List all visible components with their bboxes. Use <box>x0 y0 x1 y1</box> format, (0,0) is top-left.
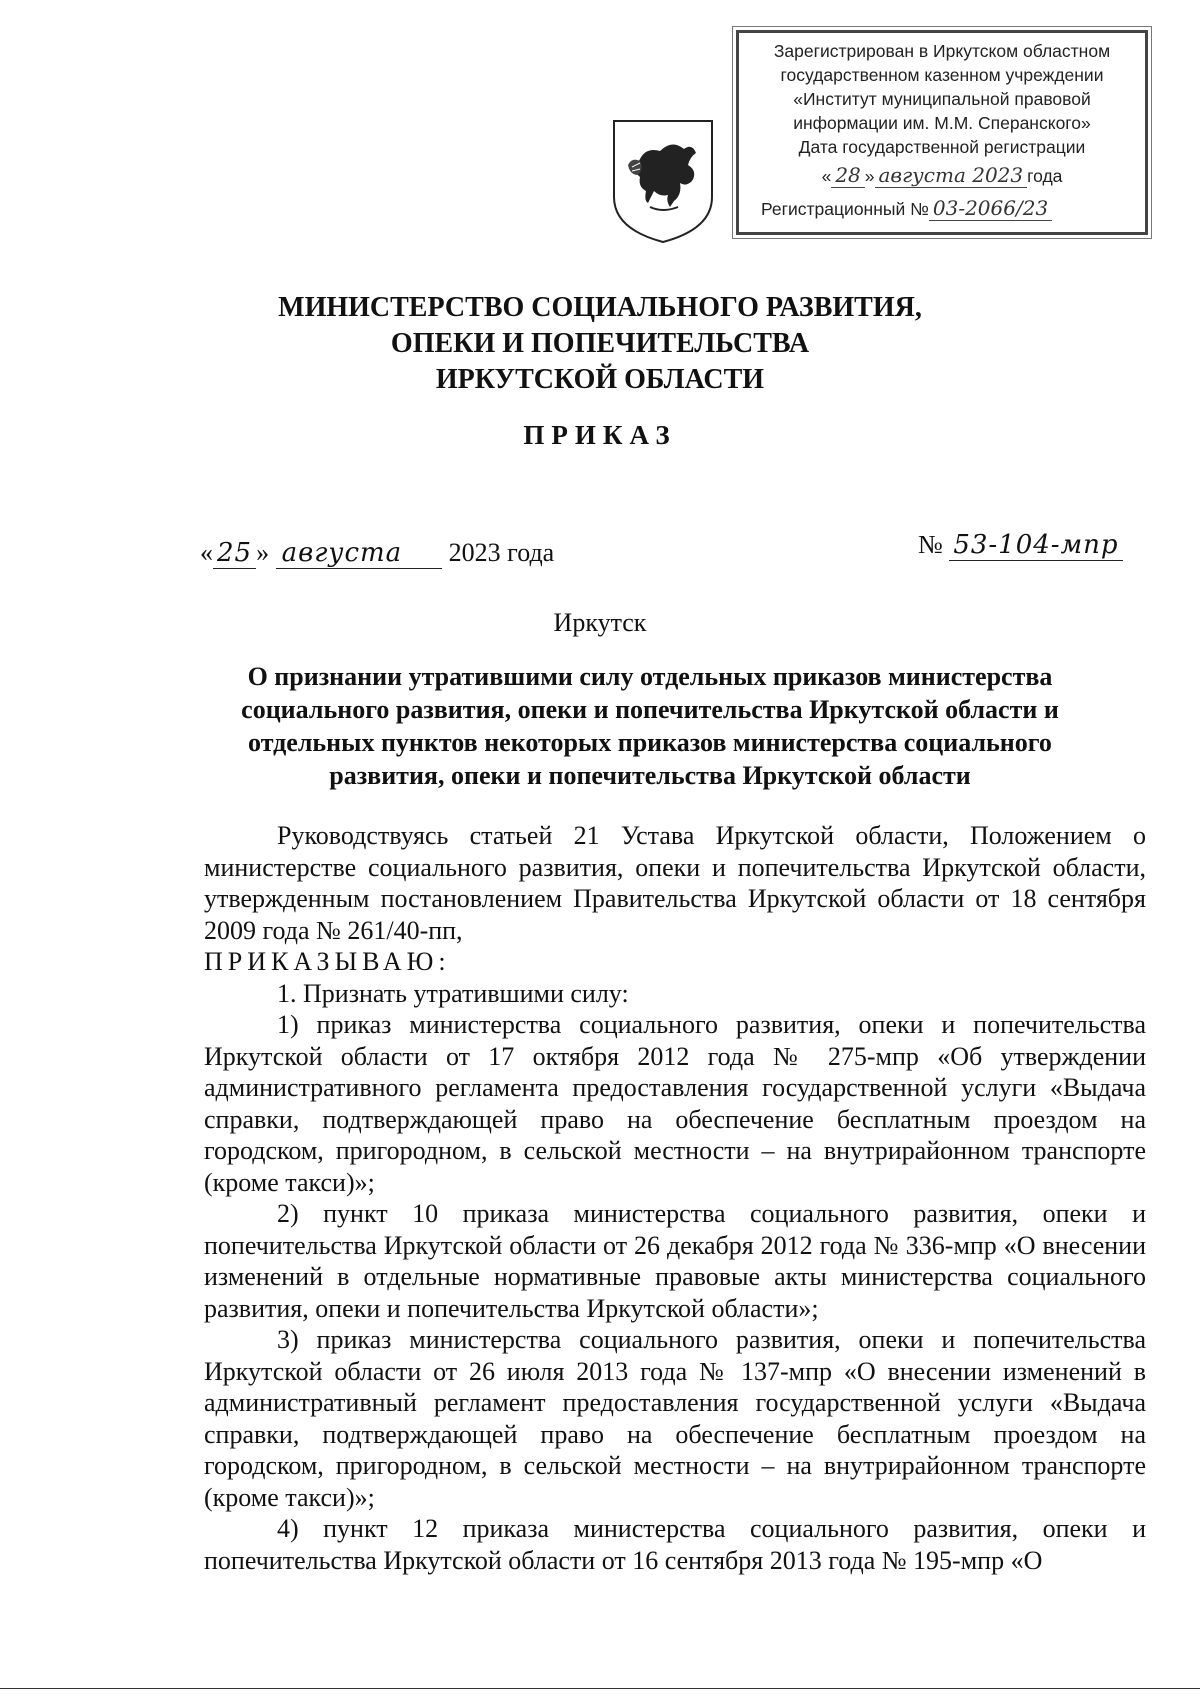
ministry-name-line: ОПЕКИ И ПОПЕЧИТЕЛЬСТВА <box>390 328 810 359</box>
stamp-registration-date: « 28 » августа 2023 года <box>821 163 1063 187</box>
stamp-reg-number: 03-2066/23 <box>929 196 1052 221</box>
order-date-day: 25 <box>213 538 256 569</box>
stamp-registration-number <box>739 196 1145 221</box>
subitem-paragraph: 1) приказ министерства социального развития, опеки и попечительства Иркутской области от 17 октября 2012 года № 275-мпр «Об утверждении административного регламента предоставления государственной услуги «Выдача справки, подтверждающей право на обеспечение бесплатным проездом на городском, пригородном, в сельской местности – на внутрирайонном транспорте (кроме такси)»; <box>204 1010 1146 1197</box>
order-date-year: 2023 года <box>448 538 555 567</box>
document-type: ПРИКАЗ <box>523 420 677 450</box>
order-body <box>204 820 1146 1576</box>
order-date-month: августа <box>276 538 443 569</box>
order-title-line: отдельных пунктов некоторых приказов министерства социального <box>248 728 1052 757</box>
order-title-line: социального развития, опеки и попечительства Иркутской области и <box>241 695 1059 724</box>
order-number <box>918 530 1123 560</box>
order-title-line: развития, опеки и попечительства Иркутской области <box>329 761 971 790</box>
coat-of-arms-icon <box>610 117 716 245</box>
ministry-header <box>0 290 1200 398</box>
order-number-label: № <box>918 530 943 559</box>
order-date: « 25 » августа 2023 года <box>200 538 555 568</box>
preamble-paragraph: Руководствуясь статьей 21 Устава Иркутской области, Положением о министерстве социального развития, опеки и попечительства Иркутской области, утвержденным постановлением Правительства Иркутской области от 18 сентября 2009 года № 261/40-пп, <box>204 821 1146 945</box>
ministry-name-line: ИРКУТСКОЙ ОБЛАСТИ <box>435 364 765 395</box>
stamp-reg-label: Регистрационный № <box>761 199 929 219</box>
stamp-line: государственном казенном учреждении <box>780 65 1104 85</box>
stamp-line: Зарегистрирован в Иркутском областном <box>773 41 1111 61</box>
item-paragraph: 1. Признать утратившими силу: <box>277 978 629 1008</box>
stamp-line: «Институт муниципальной правовой <box>793 89 1091 109</box>
order-title <box>200 660 1100 792</box>
subitem-paragraph: 4) пункт 12 приказа министерства социального развития, опеки и попечительства Иркутской области от 16 сентября 2013 года № 195-мпр «О <box>204 1514 1146 1575</box>
subitem-paragraph: 2) пункт 10 приказа министерства социального развития, опеки и попечительства Иркутской области от 26 декабря 2012 года № 336-мпр «О внесении изменений в отдельные нормативные правовые акты министерства социального развития, опеки и попечительства Иркутской области»; <box>204 1199 1146 1323</box>
order-number-value: 53-104-мпр <box>949 530 1122 561</box>
stamp-line: Дата государственной регистрации <box>798 137 1086 157</box>
order-word: ПРИКАЗЫВАЮ: <box>204 947 451 976</box>
city: Иркутск <box>553 608 647 637</box>
subitem-paragraph: 3) приказ министерства социального развития, опеки и попечительства Иркутской области от 26 июля 2013 года № 137-мпр «О внесении изменений в административный регламент предоставления государственной услуги «Выдача справки, подтверждающей право на обеспечение бесплатным проездом на городском, пригородном, в сельской местности – на внутрирайонном транспорте (кроме такси)»; <box>204 1325 1146 1512</box>
stamp-date-month-year: августа 2023 <box>875 163 1028 188</box>
page-bottom-divider <box>0 1688 1200 1689</box>
ministry-name-line: МИНИСТЕРСТВО СОЦИАЛЬНОГО РАЗВИТИЯ, <box>278 292 922 323</box>
registration-stamp <box>736 30 1148 235</box>
stamp-date-suffix: года <box>1027 166 1063 186</box>
stamp-date-day: 28 <box>831 163 864 188</box>
stamp-line: информации им. М.М. Сперанского» <box>793 113 1091 133</box>
order-title-line: О признании утратившими силу отдельных приказов министерства <box>247 662 1053 691</box>
